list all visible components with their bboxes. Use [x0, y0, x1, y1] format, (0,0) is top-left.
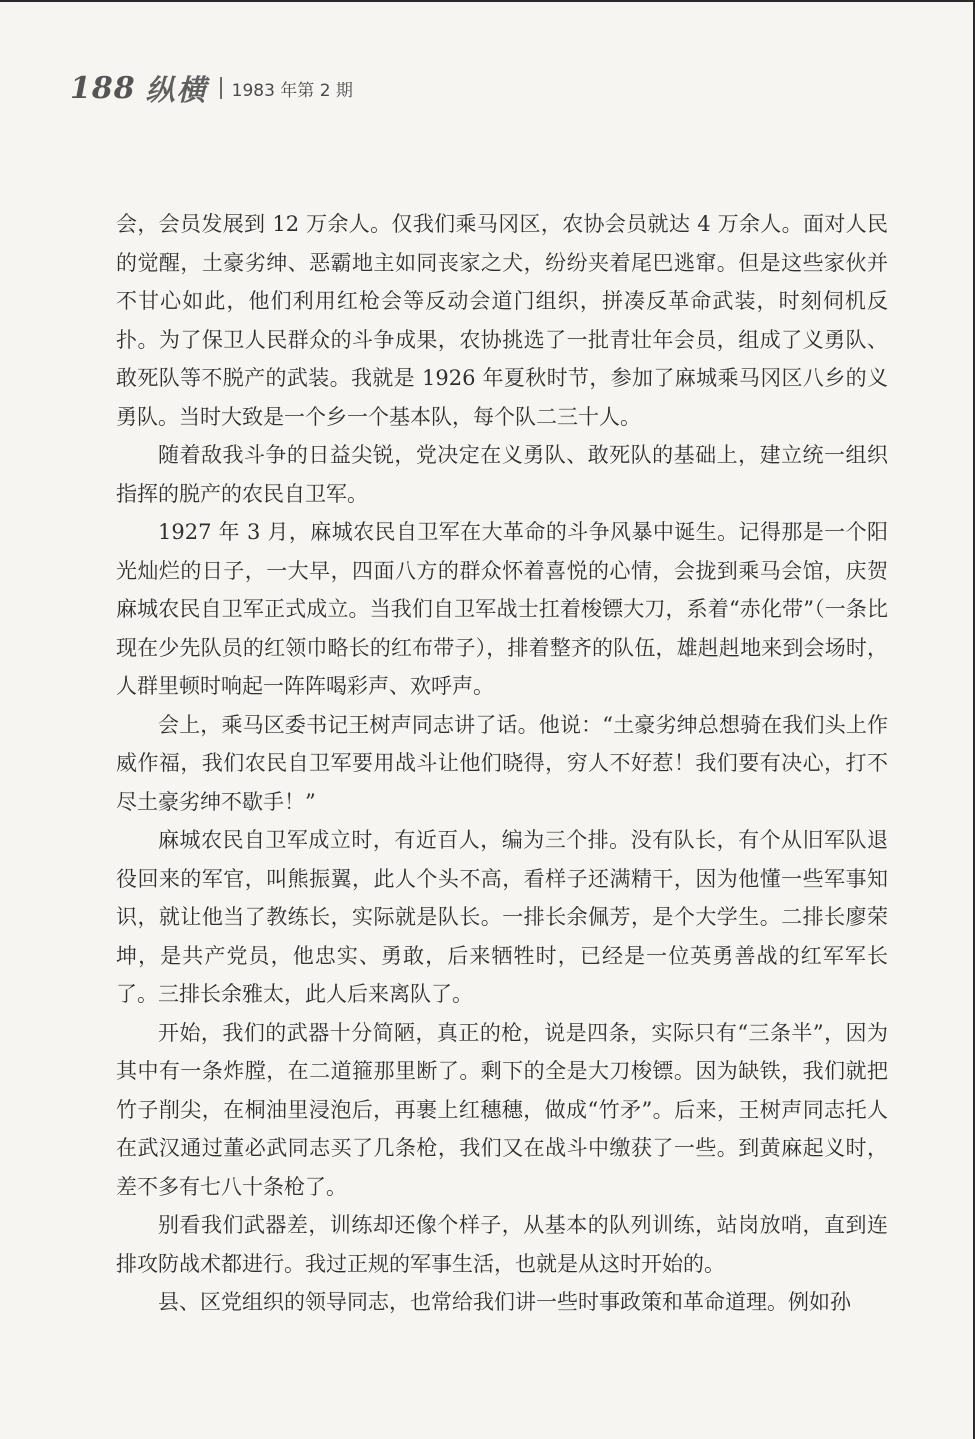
paragraph: 县、区党组织的领导同志，也常给我们讲一些时事政策和革命道理。例如孙	[158, 1290, 851, 1314]
paragraph-continuation: 会，会员发展到 12 万余人。仅我们乘马冈区，农协会员就达 4 万余人。面对人民的觉醒，土豪劣绅、恶霸地主如同丧家之犬，纷纷夹着尾巴逃窜。但是这些家伙并不甘心如此，他们利用红枪会等反动会道门组织，拼凑反革命武装，时刻伺机反扑。为了保卫人民群众的斗争成果，农协挑选了一批青壮年会员，组成了义勇队、敢死队等不脱产的武装。我就是 1926 年夏秋时节，参加了麻城乘马冈区八乡的义勇队。当时大致是一个乡一个基本队，每个队二三十人。	[116, 212, 888, 429]
paragraph: 麻城农民自卫军成立时，有近百人，编为三个排。没有队长，有个从旧军队退役回来的军官，叫熊振翼，此人个头不高，看样子还满精干，因为他懂一些军事知识，就让他当了教练长，实际就是队长。一排长余佩芳，是个大学生。二排长廖荣坤，是共产党员，他忠实、勇敢，后来牺牲时，已经是一位英勇善战的红军军长了。三排长余雅太，此人后来离队了。	[116, 828, 888, 1006]
journal-name: 纵横	[145, 72, 208, 107]
header-divider	[220, 77, 222, 99]
paragraph: 随着敌我斗争的日益尖锐，党决定在义勇队、敢死队的基础上，建立统一组织指挥的脱产的农民自卫军。	[116, 443, 888, 506]
paragraph: 别看我们武器差，训练却还像个样子，从基本的队列训练，站岗放哨，直到连排攻防战术都进行。我过正规的军事生活，也就是从这时开始的。	[116, 1213, 888, 1276]
paragraph: 会上，乘马区委书记王树声同志讲了话。他说：“土豪劣绅总想骑在我们头上作威作福，我们农民自卫军要用战斗让他们晓得，穷人不好惹！我们要有决心，打不尽土豪劣绅不歇手！”	[116, 712, 888, 814]
paragraph: 开始，我们的武器十分简陋，真正的枪，说是四条，实际只有“三条半”，因为其中有一条炸膛，在二道箍那里断了。剩下的全是大刀梭镖。因为缺铁，我们就把竹子削尖，在桐油里浸泡后，再裹上红穗穗，做成“竹矛”。后来，王树声同志托人在武汉通过董必武同志买了几条枪，我们又在战斗中缴获了一些。到黄麻起义时，差不多有七八十条枪了。	[116, 1020, 888, 1199]
page-number: 188	[70, 70, 136, 106]
page-header	[70, 66, 353, 110]
article-body	[116, 205, 888, 1322]
issue-info: 1983 年第 2 期	[231, 80, 353, 101]
paragraph: 1927 年 3 月，麻城农民自卫军在大革命的斗争风暴中诞生。记得那是一个阳光灿烂的日子，一大早，四面八方的群众怀着喜悦的心情，会拢到乘马会馆，庆贺麻城农民自卫军正式成立。当我们自卫军战士扛着梭镖大刀，系着“赤化带”（一条比现在少先队员的红领巾略长的红布带子），排着整齐的队伍，雄赳赳地来到会场时，人群里顿时响起一阵阵喝彩声、欢呼声。	[116, 520, 888, 698]
